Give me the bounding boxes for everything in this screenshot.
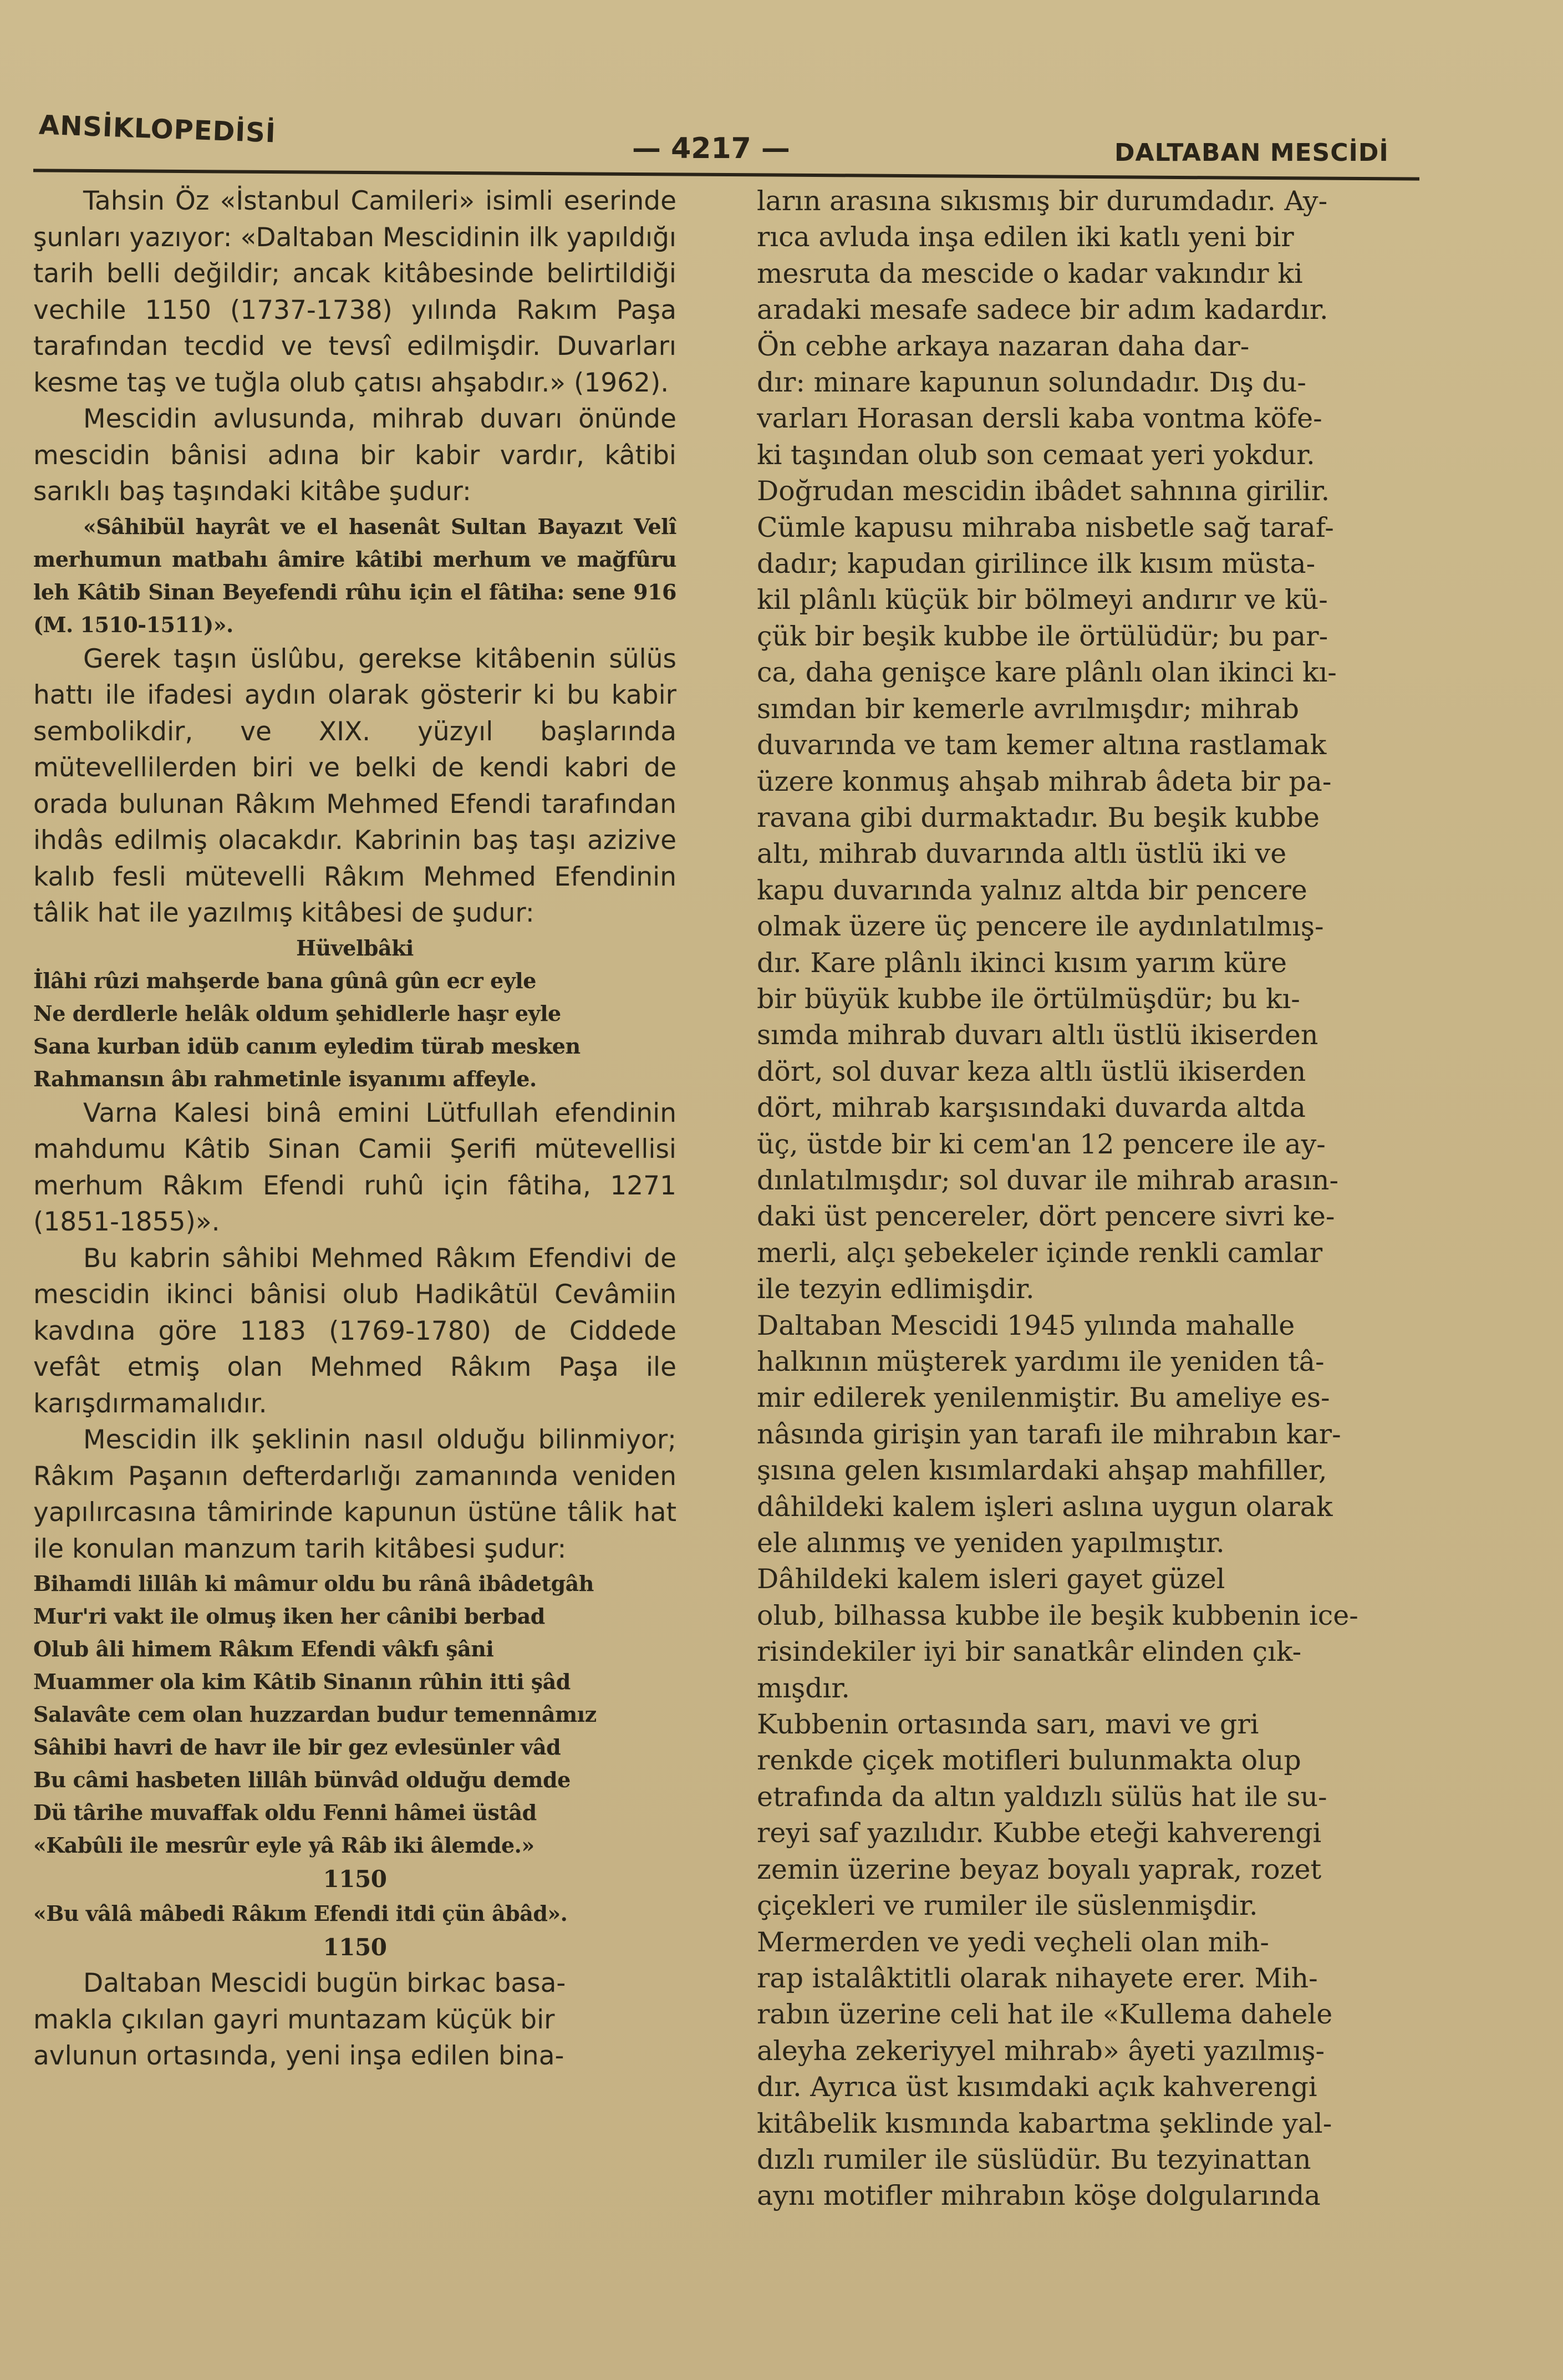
page-number: — 4217 — xyxy=(632,132,790,165)
inscription-heading: Hüvelbâki xyxy=(296,935,414,960)
text-line: sımdan bir kemerle avrılmışdır; mihrab xyxy=(757,693,1300,725)
text-line: daki üst pencereler, dört pencere sivri ke- xyxy=(757,1201,1335,1233)
verse-line: «Kabûli ile mesrûr eyle yâ Râb iki âlemde.» xyxy=(33,1833,534,1858)
text-line: olmak üzere üç pencere ile aydınlatılmış- xyxy=(757,911,1324,943)
text-line: rap istalâktitli olarak nihayete erer. Mih- xyxy=(757,1962,1318,1994)
text-line: Ön cebhe arkaya nazaran daha dar- xyxy=(757,330,1250,362)
inscription-poem xyxy=(33,1567,676,1965)
date-year: 1150 xyxy=(323,1934,387,1961)
text-line: dır. Kare plânlı ikinci kısım yarım küre xyxy=(757,947,1287,979)
text-line: ele alınmış ve yeniden yapılmıştır. xyxy=(757,1527,1225,1559)
text-line: dört, mihrab karşısındaki duvarda altda xyxy=(757,1092,1306,1124)
text-line: zemin üzerine beyaz boyalı yaprak, rozet xyxy=(757,1853,1322,1885)
text-line: dızlı rumiler ile süslüdür. Bu tezyinattan xyxy=(757,2143,1311,2175)
text-line: olub, bilhassa kubbe ile beşik kubbenin ice- xyxy=(757,1599,1358,1631)
text-line: rabın üzerine celi hat ile «Kullema dahele xyxy=(757,1998,1333,2031)
verse-line: Mur'ri vakt ile olmuş iken her cânibi berbad xyxy=(33,1604,545,1629)
text-line: dadır; kapudan girilince ilk kısım müsta- xyxy=(757,548,1316,580)
text-line: çük bir beşik kubbe ile örtülüdür; bu par- xyxy=(757,620,1328,652)
date-year: 1150 xyxy=(323,1865,387,1893)
text-line: aleyha zekeriyyel mihrab» âyeti yazılmış- xyxy=(757,2035,1325,2067)
verse-line: Bihamdi lillâh ki mâmur oldu bu rânâ ibâdetgâh xyxy=(33,1571,594,1596)
text-line: dâhildeki kalem işleri aslına uygun olarak xyxy=(757,1491,1333,1523)
text-line: üç, üstde bir ki cem'an 12 pencere ile ay- xyxy=(757,1128,1326,1160)
text-line: Kubbenin ortasında sarı, mavi ve gri xyxy=(757,1708,1259,1741)
text-line: Daltaban Mescidi 1945 yılında mahalle xyxy=(757,1309,1295,1341)
verse-line: Sana kurban idüb canım eyledim türab mesken xyxy=(33,1033,581,1059)
text-line: dört, sol duvar keza altlı üstlü ikiserden xyxy=(757,1055,1306,1087)
text-line: kapu duvarında yalnız altda bir pencere xyxy=(757,874,1307,906)
verse-line: Bu câmi hasbeten lillâh bünvâd olduğu demde xyxy=(33,1767,571,1792)
paragraph: Mescidin ilk şeklinin nasıl olduğu bilinmiyor; Râkım Paşanın defterdarlığı zamanında veniden yapılırcasına tâmirinde kapunun üstüne tâlik hat ile konulan manzum tarih kitâbesi şudur: xyxy=(33,1425,676,1564)
text-line: ca, daha genişce kare plânlı olan ikinci kı- xyxy=(757,657,1337,689)
text-line: rıca avluda inşa edilen iki katlı yeni bir xyxy=(757,221,1294,253)
right-column xyxy=(757,183,1417,2214)
text-line: makla çıkılan gayri muntazam küçük bir xyxy=(33,2004,555,2035)
verse-line: Olub âli himem Râkım Efendi vâkfı şâni xyxy=(33,1636,494,1661)
inscription-poem xyxy=(33,932,676,1095)
verse-line: «Bu vâlâ mâbedi Râkım Efendi itdi çün âbâd». xyxy=(33,1901,568,1926)
text-line: aradaki mesafe sadece bir adım kadardır. xyxy=(757,294,1328,326)
text-line: sımda mihrab duvarı altlı üstlü ikiserden xyxy=(757,1019,1318,1051)
verse-line: İlâhi rûzi mahşerde bana gûnâ gûn ecr eyle xyxy=(33,968,536,993)
text-line: mir edilerek yenilenmiştir. Bu ameliye es- xyxy=(757,1382,1330,1414)
text-line: reyi saf yazılıdır. Kubbe eteği kahverengi xyxy=(757,1817,1322,1849)
text-line: çiçekleri ve rumiler ile süslenmişdir. xyxy=(757,1890,1258,1922)
text-line: Daltaban Mescidi bugün birkac basa- xyxy=(83,1968,566,1998)
text-line: renkde çiçek motifleri bulunmakta olup xyxy=(757,1745,1301,1777)
text-line: şısına gelen kısımlardaki ahşap mahfiller, xyxy=(757,1455,1327,1487)
text-line: dır. Ayrıca üst kısımdaki açık kahverengi xyxy=(757,2071,1317,2103)
paragraph: Varna Kalesi binâ emini Lütfullah efendinin mahdumu Kâtib Sinan Camii Şerifi mütevellisi merhum Râkım Efendi ruhû için fâtiha, 1271 (1851-1855)». xyxy=(33,1097,676,1237)
text-line: altı, mihrab duvarında altlı üstlü iki ve xyxy=(757,838,1287,870)
text-line: nâsında girişin yan tarafı ile mihrabın kar- xyxy=(757,1418,1341,1450)
text-line: etrafında da altın yaldızlı sülüs hat ile su- xyxy=(757,1781,1327,1813)
text-line: dır: minare kapunun solundadır. Dış du- xyxy=(757,367,1306,399)
verse-line: Sâhibi havri de havr ile bir gez evlesünler vâd xyxy=(33,1735,561,1759)
text-line: risindekiler iyi bir sanatkâr elinden çık- xyxy=(757,1636,1302,1668)
text-line: Doğrudan mescidin ibâdet sahnına girilir. xyxy=(757,475,1330,507)
running-title-right: DALTABAN MESCİDİ xyxy=(1114,139,1389,167)
text-line: merli, alçı şebekeler içinde renkli camlar xyxy=(757,1237,1323,1269)
verse-line: Muammer ola kim Kâtib Sinanın rûhin itti şâd xyxy=(33,1669,571,1694)
text-line: Mermerden ve yedi veçheli olan mih- xyxy=(757,1926,1269,1958)
paragraph xyxy=(33,1965,676,2074)
verse-line: Rahmansın âbı rahmetinle isyanımı affeyle. xyxy=(33,1066,537,1091)
page-header xyxy=(0,0,1563,183)
paragraph: Tahsin Öz «İstanbul Camileri» isimli eserinde şunları yazıyor: «Daltaban Mescidinin ilk yapıldığı tarih belli değildir; ancak kitâbesinde belirtildiği vechile 1150 (1737-1738) yılında Rakım Paşa tarafından tecdid ve tevsî edilmişdir. Duvarları kesme taş ve tuğla olub çatısı ahşabdır.» (1962). xyxy=(33,186,676,398)
paragraph: Mescidin avlusunda, mihrab duvarı önünde mescidin bânisi adına bir kabir vardır, kâtibi sarıklı baş taşındaki kitâbe şudur: xyxy=(33,404,676,507)
text-line: ların arasına sıkısmış bir durumdadır. Ay- xyxy=(757,185,1328,217)
inscription-text: «Sâhibül hayrât ve el hasenât Sultan Bayazıt Velî merhumun matbahı âmire kâtibi merhum ve mağfûru leh Kâtib Sinan Beyefendi rûhu için el fâtiha: sene 916 (M. 1510-1511)». xyxy=(33,513,676,637)
text-line: avlunun ortasında, yeni inşa edilen bina- xyxy=(33,2041,564,2071)
text-line: Cümle kapusu mihraba nisbetle sağ taraf- xyxy=(757,511,1334,543)
text-line: halkının müşterek yardımı ile yeniden tâ- xyxy=(757,1346,1325,1377)
text-line: üzere konmuş ahşab mihrab âdeta bir pa- xyxy=(757,765,1332,797)
text-line: ki taşından olub son cemaat yeri yokdur. xyxy=(757,439,1315,471)
running-title-left: ANSİKLOPEDİSİ xyxy=(38,109,277,149)
verse-line: Salavâte cem olan huzzardan budur temennâmız xyxy=(33,1702,597,1727)
text-line: mışdır. xyxy=(757,1672,850,1704)
text-line: duvarında ve tam kemer altına rastlamak xyxy=(757,729,1327,761)
text-line: varları Horasan dersli kaba vontma köfe- xyxy=(757,403,1322,435)
text-line: Dâhildeki kalem isleri gayet güzel xyxy=(757,1563,1225,1595)
text-line: dınlatılmışdır; sol duvar ile mihrab arasın- xyxy=(757,1164,1339,1196)
text-line: aynı motifler mihrabın köşe dolgularında xyxy=(757,2180,1321,2212)
text-line: ravana gibi durmaktadır. Bu beşik kubbe xyxy=(757,801,1320,833)
header-rule xyxy=(33,169,1419,180)
paragraph: Bu kabrin sâhibi Mehmed Râkım Efendivi de mescidin ikinci bânisi olub Hadikâtül Cevâmiin kavdına göre 1183 (1769-1780) de Ciddede vefât etmiş olan Mehmed Râkım Paşa ile karışdırmamalıdır. xyxy=(33,1243,676,1419)
text-line: mesruta da mescide o kadar vakındır ki xyxy=(757,257,1303,289)
text-line: ile tezyin edlimişdir. xyxy=(757,1273,1035,1305)
verse-line: Dü târihe muvaffak oldu Fenni hâmei üstâd xyxy=(33,1800,537,1825)
text-line: kil plânlı küçük bir bölmeyi andırır ve kü- xyxy=(757,584,1328,616)
paragraph: Gerek taşın üslûbu, gerekse kitâbenin sülüs hattı ile ifadesi aydın olarak gösterir ki bu kabir sembolikdir, ve XIX. yüzyıl başlarında mütevellilerden biri ve belki de kendi kabri de orada bulunan Râkım Mehmed Efendi tarafından ihdâs edilmiş olacakdır. Kabrinin baş taşı azizive kalıb fesli mütevelli Râkım Mehmed Efendinin tâlik hat ile yazılmış kitâbesi de şudur: xyxy=(33,643,676,928)
verse-line: Ne derdlerle helâk oldum şehidlerle haşr eyle xyxy=(33,1000,561,1026)
left-column xyxy=(33,183,676,2074)
text-line: kitâbelik kısmında kabartma şeklinde yal- xyxy=(757,2107,1332,2139)
text-line: bir büyük kubbe ile örtülmüşdür; bu kı- xyxy=(757,983,1300,1015)
